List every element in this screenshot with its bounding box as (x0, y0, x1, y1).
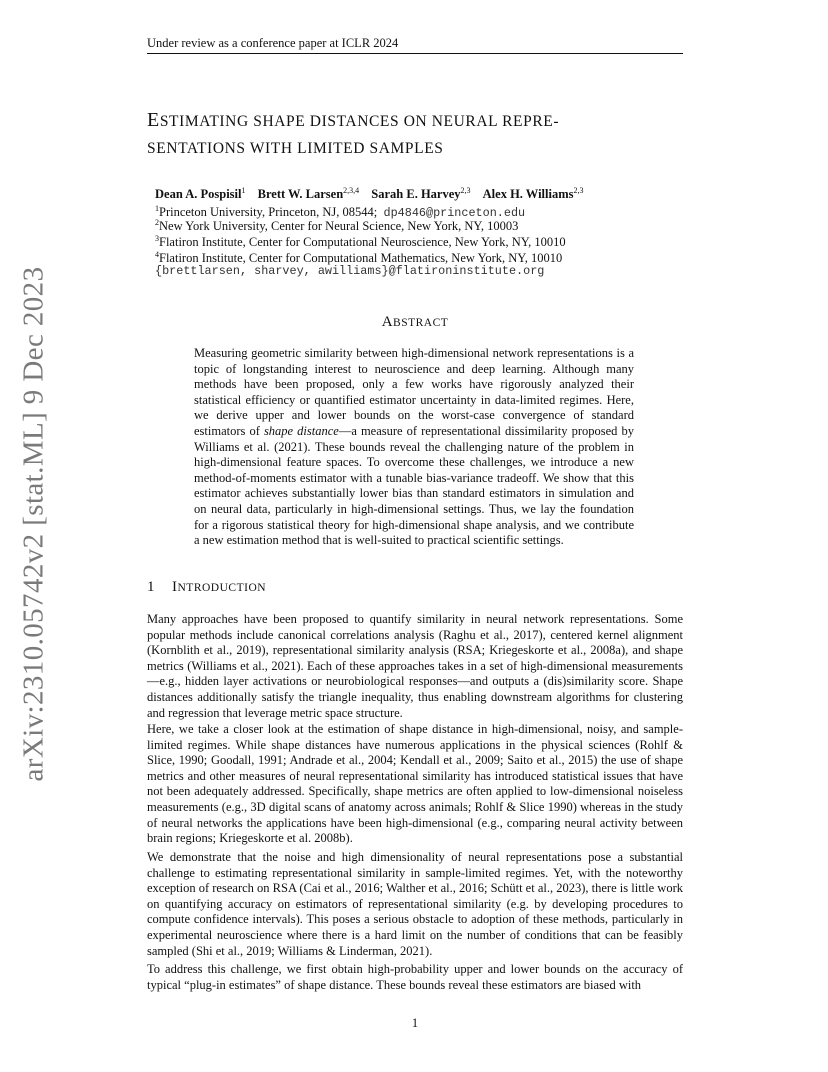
email-link[interactable]: {brettlarsen, sharvey, awilliams}@flatironinstitute.org (155, 264, 545, 278)
affiliation-4: $^4$Flatiron Institute, Center for Computational Mathematics, New York, NY, 10010 (155, 250, 563, 266)
affiliation-3: $^3$Flatiron Institute, Center for Computational Neuroscience, New York, NY, 10010 (155, 234, 566, 250)
title-line-1: ESTIMATING SHAPE DISTANCES ON NEURAL REPRE- (147, 109, 560, 131)
header-rule (147, 53, 683, 54)
emails-line (155, 262, 675, 280)
running-header: Under review as a conference paper at ICLR 2024 (147, 36, 399, 50)
body-paragraph: We demonstrate that the noise and high dimensionality of neural representations pose a substantial challenge to estimating representational similarity in sample-limited regimes. Yet, with the noteworthy exception of research on RSA (Cai et al., 2016; Walther et al., 2016; Schütt et al., 2023), there is little work on quantifying accuracy on estimators of representational similarity (e.g. by developing procedures to compute confidence intervals). This poses a serious obstacle to adoption of these methods, particularly in experimental neuroscience where there is a hard limit on the number of conditions that can be feasibly sampled (Shi et al., 2019; Williams & Linderman, 2021). (147, 850, 683, 958)
author-list: Dean A. Pospisil$^1$ Brett W. Larsen$^{2,3,4}$ Sarah E. Harvey$^{2,3}$ Alex H. Williams$^{2,3}$ (155, 186, 584, 202)
email-link[interactable]: dp4846@princeton.edu (383, 206, 526, 221)
page-number: 1 (411, 1016, 419, 1030)
affiliation-2: $^2$New York University, Center for Neural Science, New York, NY, 10003 (155, 218, 519, 234)
body-paragraph: To address this challenge, we first obtain high-probability upper and lower bounds on the accuracy of typical “plug-in estimates” of shape distance. These bounds reveal these estimators are biased with (147, 962, 683, 992)
affiliation-1: $^1$Princeton University, Princeton, NJ, 08544; dp4846@princeton.edu (155, 204, 526, 221)
author-name: Sarah E. Harvey (371, 187, 461, 202)
section-heading-introduction: 1 INTRODUCTION (147, 579, 267, 595)
paper-title (147, 107, 687, 162)
author-name: Alex H. Williams (482, 187, 574, 202)
title-line-2: SENTATIONS WITH LIMITED SAMPLES (147, 140, 444, 157)
author-name: Brett W. Larsen (257, 187, 344, 202)
abstract-heading: ABSTRACT (381, 314, 449, 330)
arxiv-sidebar (14, 266, 54, 782)
author-name: Dean A. Pospisil (155, 187, 242, 202)
body-paragraph: Here, we take a closer look at the estimation of shape distance in high-dimensional, noisy, and sample-limited regimes. While shape distances have numerous applications in the physical sciences (Rohlf & Slice, 1990; Goodall, 1991; Andrade et al., 2004; Kendall et al., 2009; Saito et al., 2015) the use of shape metrics and other measures of neural representational similarity has introduced statistical issues that have not been adequately addressed. Specifically, shape metrics are often applied to low-dimensional noiseless measurements (e.g., 3D digital scans of anatomy across animals; Rohlf & Slice 1990) whereas in the study of neural networks the applications have been high-dimensional (e.g., comparing neural activity between brain regions; Kriegeskorte et al. 2008b). (147, 722, 683, 846)
body-paragraph: Many approaches have been proposed to quantify similarity in neural network representations. Some popular methods include canonical correlations analysis (Raghu et al., 2017), centered kernel alignment (Kornblith et al., 2019), representational similarity analysis (RSA; Kriegeskorte et al., 2008a), and shape metrics (Williams et al., 2021). Each of these approaches takes in a set of high-dimensional measurements—e.g., hidden layer activations or neurobiological responses—and outputs a (dis)similarity score. Shape distances additionally satisfy the triangle inequality, thus enabling downstream algorithms for clustering and regression that leverage metric space structure. (147, 612, 683, 720)
arxiv-identifier: arXiv:2310.05742v2 [stat.ML] 9 Dec 2023 (17, 266, 50, 782)
abstract-text: Measuring geometric similarity between high-dimensional network representations is a topic of longstanding interest to neuroscience and deep learning. Although many methods have been proposed, only a few works have rigorously analyzed their statistical efficiency or quantified estimator uncertainty in data-limited regimes. Here, we derive upper and lower bounds on the worst-case convergence of standard estimators of shape distance—a measure of representational dissimilarity proposed by Williams et al. (2021). These bounds reveal the challenging nature of the problem in high-dimensional feature spaces. To overcome these challenges, we introduce a new method-of-moments estimator with a tunable bias-variance tradeoff. We show that this estimator achieves substantially lower bias than standard estimators in simulation and on neural data, particularly in high-dimensional settings. Thus, we lay the foundation for a rigorous statistical theory for high-dimensional shape analysis, and we contribute a new estimation method that is well-suited to practical scientific settings. (194, 346, 634, 548)
